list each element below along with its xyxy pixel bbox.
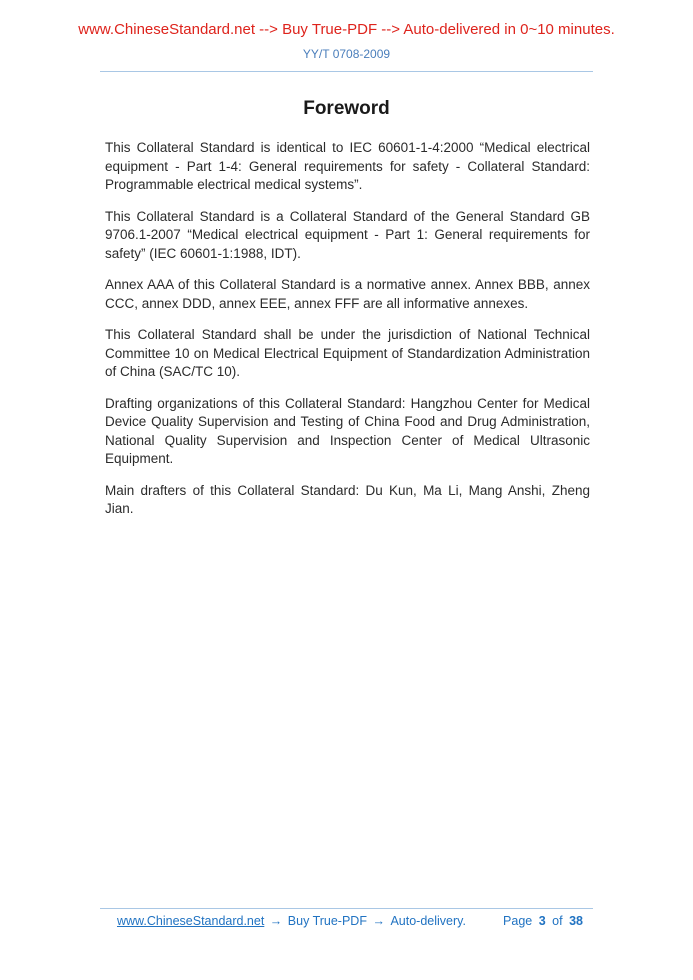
paragraph-3: Annex AAA of this Collateral Standard is a normative annex. Annex BBB, annex CCC, annex DDD, annex EEE, annex FFF are all informative annexes.	[105, 277, 590, 311]
paragraph-4: This Collateral Standard shall be under the jurisdiction of National Technical Committee 10 on Medical Electrical Equipment of Standardization Administration of China (SAC/TC 10).	[105, 327, 590, 379]
standard-code: YY/T 0708-2009	[302, 47, 391, 61]
paragraph-6: Main drafters of this Collateral Standard: Du Kun, Ma Li, Mang Anshi, Zheng Jian.	[105, 482, 590, 516]
promo-banner-link[interactable]: www.ChineseStandard.net --> Buy True-PDF --> Auto-delivered in 0~10 minutes.	[78, 21, 615, 38]
arrow-right-icon: →	[269, 914, 283, 928]
of-label: of	[552, 914, 563, 928]
page-footer	[100, 908, 593, 928]
footer-promo	[117, 914, 466, 928]
paragraph-5: Drafting organizations of this Collateral Standard: Hangzhou Center for Medical Device Quality Supervision and Testing of China Food and Drug Administration, National Quality Supervision and Inspection Center of Medical Ultrasonic Equipment.	[105, 395, 590, 466]
total-pages-number: 38	[569, 914, 583, 928]
document-body	[0, 139, 693, 519]
paragraph-1: This Collateral Standard is identical to IEC 60601-1-4:2000 “Medical electrical equipment - Part 1-4: General requirements for safety - Collateral Standard: Programmable electrical medical systems”.	[105, 140, 590, 192]
footer-site-link[interactable]: www.ChineseStandard.net	[117, 914, 265, 928]
paragraph-2: This Collateral Standard is a Collateral Standard of the General Standard GB 9706.1-2007 “Medical electrical equipment - Part 1: General requirements for safety” (IEC 60601-1:1988, IDT).	[105, 208, 590, 261]
footer-delivery-text: Auto-delivery.	[390, 914, 466, 928]
page-title: Foreword	[303, 98, 390, 119]
header-divider	[100, 71, 593, 72]
arrow-right-icon: →	[372, 914, 385, 928]
page-label: Page	[503, 914, 533, 928]
footer-buy-text: Buy True-PDF	[287, 914, 367, 928]
page-indicator	[500, 914, 583, 928]
current-page-number: 3	[538, 914, 546, 928]
